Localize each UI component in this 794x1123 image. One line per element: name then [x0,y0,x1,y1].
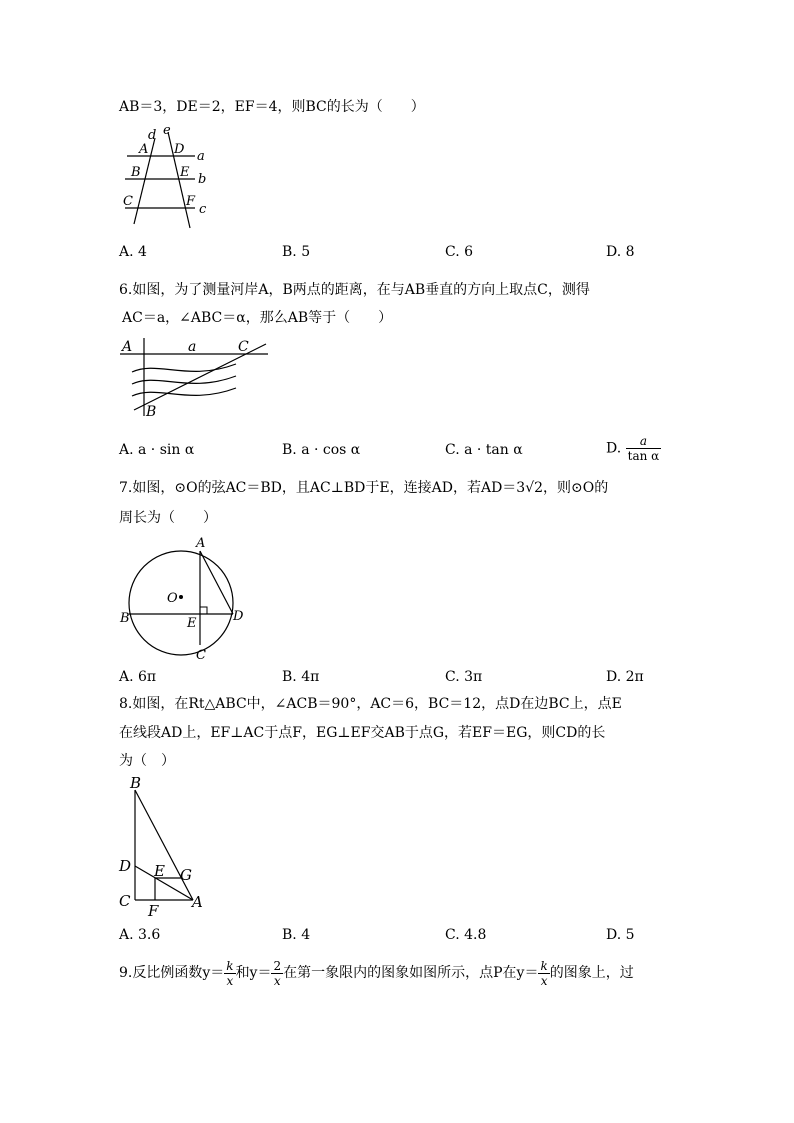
q6-option-d-denominator: tan α [627,449,660,463]
label-d: d [148,128,157,143]
label-c: c [199,202,207,217]
label-B: B [120,611,130,626]
label-G: G [180,866,192,884]
label-D: D [233,609,244,624]
label-F: F [148,902,159,920]
label-E: E [187,616,197,631]
label-b: b [198,172,207,187]
q8-option-b[interactable]: B. 4 [282,927,311,943]
q8-stem-line1: 8.如图，在Rt△ABC中，∠ACB＝90°，AC＝6，BC＝12，点D在边BC上，点E [119,696,622,712]
label-a: a [188,339,197,355]
q8-option-c[interactable]: C. 4.8 [445,927,487,943]
q9-text-3: 在第一象限内的图象如图所示，点P在y＝ [283,965,539,981]
label-A: A [196,536,206,551]
label-D: D [119,857,132,875]
q6-option-b[interactable]: B. a · cos α [282,442,361,458]
q5-option-c[interactable]: C. 6 [445,244,474,260]
q5-figure [118,124,218,230]
label-A: A [192,893,203,911]
q9-fraction-1 [224,959,235,988]
q9-text-4: 的图象上，过 [549,965,634,981]
label-A: A [139,142,149,157]
q8-option-a[interactable]: A. 3.6 [119,927,161,943]
q6-option-a[interactable]: A. a · sin α [119,442,195,458]
q9-fraction-3-num: k [540,958,548,973]
label-e: e [163,123,171,138]
q9-fraction-1-num: k [226,958,234,973]
q6-option-c[interactable]: C. a · tan α [445,442,523,458]
q8-figure [116,776,208,920]
q7-option-a[interactable]: A. 6π [119,669,157,685]
q9-fraction-1-den: x [226,973,234,988]
q8-stem-line3: 为（ ） [119,753,175,769]
q8-option-d[interactable]: D. 5 [606,927,635,943]
label-C: C [238,339,249,355]
label-A: A [122,339,133,355]
q8-stem-line2: 在线段AD上，EF⊥AC于点F，EG⊥EF交AB于点G，若EF＝EG，则CD的长 [119,725,606,741]
q9-fraction-2-num: 2 [273,958,282,973]
q9-text-1: 9.反比例函数y＝ [119,965,225,981]
label-C: C [123,194,133,209]
q7-option-b[interactable]: B. 4π [282,669,320,685]
q6-option-d-prefix: D. [606,440,622,457]
q6-option-d-numerator: a [626,434,662,449]
q9-fraction-2 [271,959,283,988]
q7-figure [118,533,253,663]
q6-option-d[interactable] [606,434,661,463]
q6-figure [118,334,273,420]
label-D: D [174,142,185,157]
q7-stem-line2: 周长为（ ） [119,510,217,526]
label-a: a [197,149,205,164]
label-C: C [196,648,206,663]
q5-option-a[interactable]: A. 4 [119,244,147,260]
label-B: B [131,165,141,180]
q9-fraction-3 [538,959,549,988]
label-E: E [180,165,190,180]
label-B: B [130,774,142,792]
q5-option-b[interactable]: B. 5 [282,244,311,260]
label-E: E [154,862,165,880]
label-B: B [146,404,157,420]
label-O: O [167,591,178,606]
q6-stem-line1: 6.如图，为了测量河岸A，B两点的距离，在与AB垂直的方向上取点C，测得 [119,282,590,298]
q7-option-d[interactable]: D. 2π [606,669,644,685]
q9-fraction-3-den: x [540,973,548,988]
q6-option-d-fraction [626,434,662,463]
q9-fraction-2-den: x [273,973,281,988]
label-F: F [186,194,196,209]
q7-stem-line1: 7.如图，⊙O的弦AC＝BD，且AC⊥BD于E，连接AD，若AD＝3√2，则⊙O的 [119,480,609,496]
q7-option-c[interactable]: C. 3π [445,669,483,685]
q5-stem: AB＝3，DE＝2，EF＝4，则BC的长为（ ） [119,99,425,115]
q9-text-2: 和y＝ [235,965,272,981]
q9-stem [119,958,634,988]
q6-stem-line2: AC＝a，∠ABC＝α，那么AB等于（ ） [122,310,393,326]
label-C: C [119,892,131,910]
q5-option-d[interactable]: D. 8 [606,244,635,260]
